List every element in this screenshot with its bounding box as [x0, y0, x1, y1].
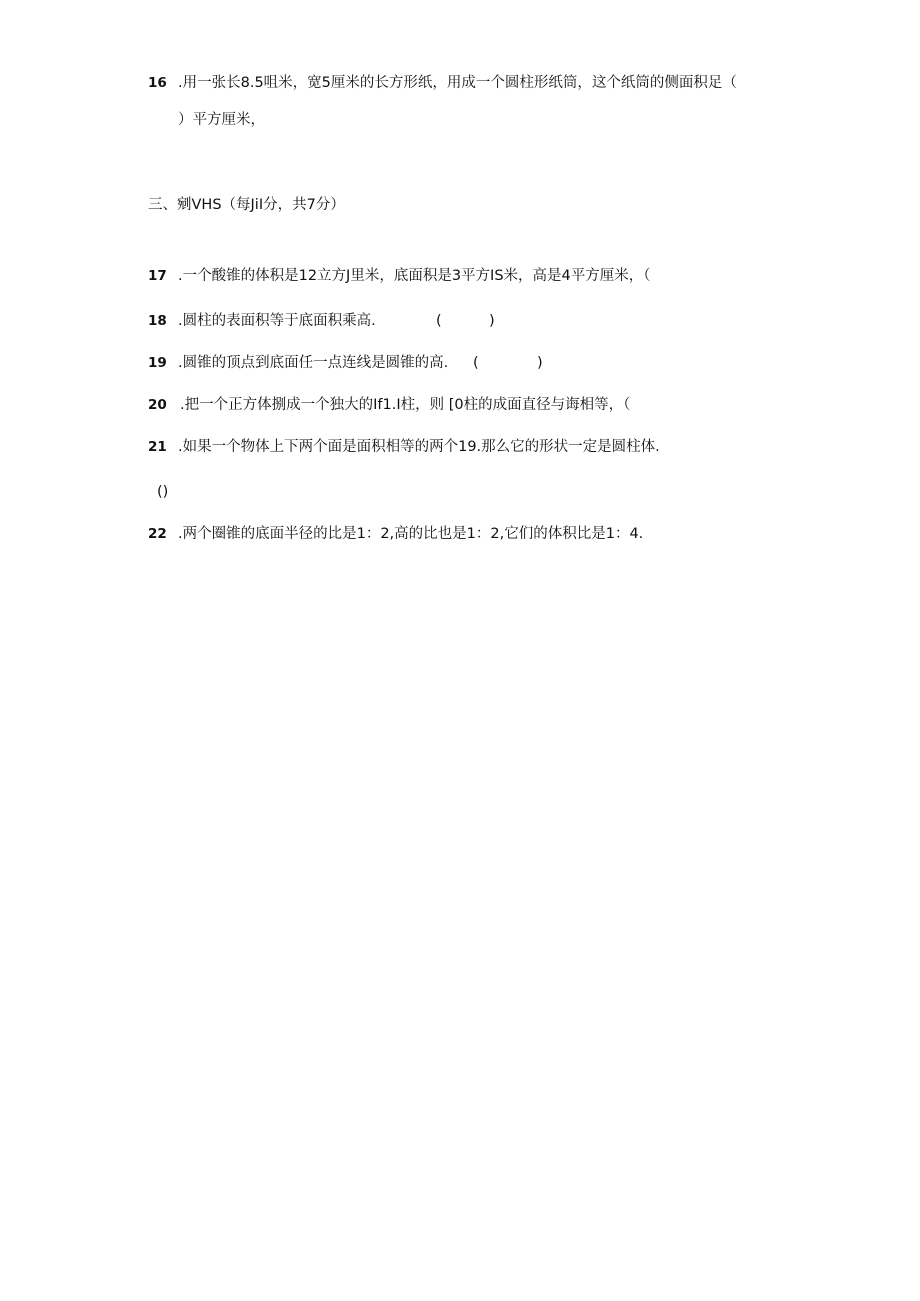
question-number: 21 — [148, 439, 167, 455]
question-text: .如果一个物体上下两个面是面积相等的两个19.那么它的形状一定是圆柱体. — [178, 439, 660, 455]
answer-paren-close: ) — [489, 313, 495, 329]
question-number: 18 — [148, 313, 167, 329]
section-title: 三、剜VHS（每JiI分，共7分） — [148, 197, 345, 213]
answer-paren-close: ) — [537, 355, 543, 371]
question-text: .用一张长8.5咀米，宽5厘米的长方形纸，用成一个圆柱形纸筒，这个纸筒的侧面积足（ — [178, 75, 737, 91]
question-number: 20 — [148, 397, 167, 413]
question-text: .圆锥的顶点到底面任一点连线是圆锥的高. — [178, 355, 449, 371]
question-number: 17 — [148, 268, 167, 284]
answer-parens: () — [157, 484, 169, 500]
question-number: 16 — [148, 75, 167, 91]
question-text: .一个酸锥的体积是12立方J里米，底面积是3平方IS米，高是4平方厘米，（ — [178, 268, 651, 284]
question-text: .圆柱的表面积等于底面积乘高. — [178, 313, 376, 329]
question-number: 22 — [148, 526, 167, 542]
question-text: ）平方厘米， — [178, 112, 265, 128]
question-text: .两个圈锥的底面半径的比是1：2,高的比也是1：2,它们的体积比是1：4. — [178, 526, 644, 542]
answer-paren-open: ( — [473, 355, 479, 371]
answer-paren-open: ( — [436, 313, 442, 329]
question-number: 19 — [148, 355, 167, 371]
question-text: .把一个正方体捌成一个独大的If1.I柱，则 [0柱的成面直径与诲相等，（ — [180, 397, 631, 413]
